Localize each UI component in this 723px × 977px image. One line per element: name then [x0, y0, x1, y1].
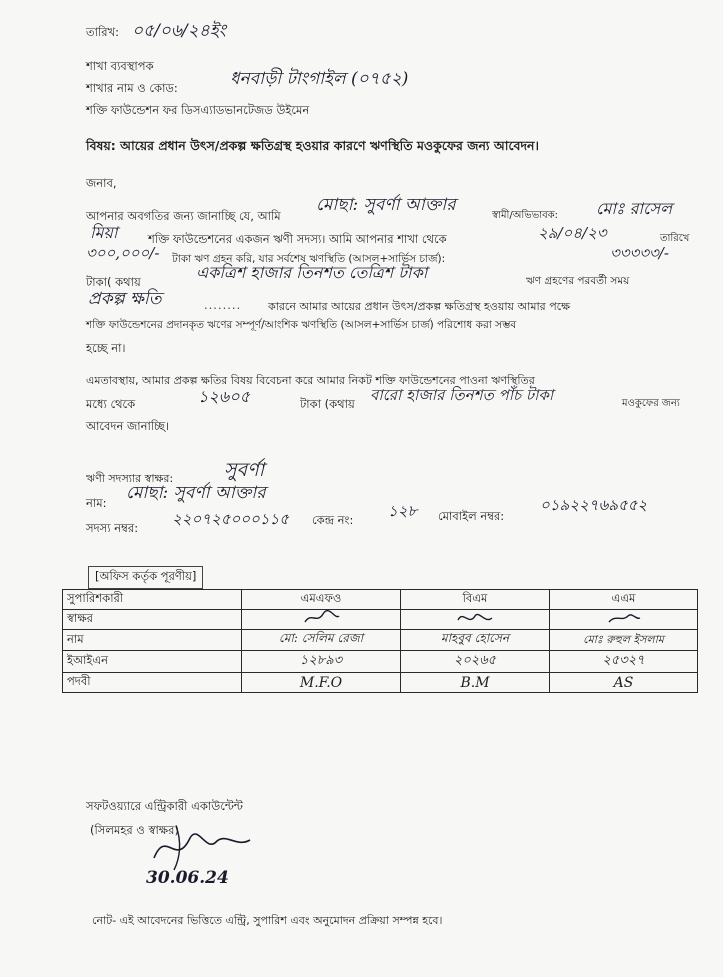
am-signature-cell — [550, 610, 698, 630]
member-name-handwritten: মোছা: সুবর্ণা আক্তার — [316, 195, 456, 215]
body-p1-f: টাকা( কথায় — [86, 275, 141, 289]
center-value: ১২৮ — [388, 502, 418, 520]
date-value: ০৫/০৬/২৪ইং — [132, 21, 226, 41]
member-name-value: মোছা: সুবর্ণা আক্তার — [126, 483, 266, 503]
column-header: বিএম — [401, 590, 550, 610]
loan-amount: ৩০০,০০০/- — [86, 244, 160, 262]
table-cell: ২৫৩২৭ — [550, 651, 698, 673]
body-p1-c: শক্তি ফাউন্ডেশনের একজন ঋণী সদস্য। আমি আপনার শাখা থেকে — [148, 232, 447, 246]
body-p1-i: শক্তি ফাউন্ডেশনের প্রদানকৃত ঋণের সম্পূর্ণ/আংশিক ঋণস্থিতি (আসল+সার্ভিস চার্জ) পরিশোধ করা সম্ভব — [86, 319, 517, 331]
member-name-label: নাম: — [86, 496, 107, 510]
waive-amount: ১২৬০৫ — [198, 387, 250, 406]
branch-value: ধনবাড়ী টাংগাইল (০৭৫২) — [230, 69, 409, 89]
date-label: তারিখ: — [86, 25, 120, 39]
table-cell: মোঃ রুহুল ইসলাম — [550, 630, 698, 651]
waive-words: বারো হাজার তিনশত পাঁচ টাকা — [370, 386, 554, 404]
branch-label: শাখার নাম ও কোড: — [86, 81, 178, 95]
body-p2-a: এমতাবস্থায়, আমার প্রকল্প ক্ষতির বিষয় বিবেচনা করে আমার নিকট শক্তি ফাউন্ডেশনের পাওনা ঋণস্থিতির — [86, 374, 535, 387]
column-header: এমএফও — [242, 590, 401, 610]
office-table-header-row — [63, 590, 698, 610]
table-cell: ২০২৬৫ — [401, 651, 550, 673]
loss-reason: প্রকল্প ক্ষতি — [88, 289, 162, 309]
subject-line: বিষয়: আয়ের প্রধান উৎস/প্রকল্প ক্ষতিগ্রস্থ হওয়ার কারণে ঋণস্থিতি মওকুফের জন্য আবেদন। — [86, 138, 539, 153]
row-label: নাম — [63, 630, 242, 651]
salutation: জনাব, — [86, 176, 117, 190]
body-p1-j: হচ্ছে না। — [86, 341, 126, 355]
body-p2-e: আবেদন জানাচ্ছি। — [86, 419, 170, 433]
mobile-label: মোবাইল নম্বর: — [438, 509, 505, 523]
body-p1-d: তারিখে — [660, 233, 690, 244]
member-sig-label: ঋণী সদস্যার স্বাক্ষর: — [86, 472, 174, 485]
body-p1-b: স্বামী/অভিভাবক: — [492, 210, 559, 221]
member-signature: সুবর্ণা — [224, 459, 265, 481]
accountant-date: 30.06.24 — [146, 868, 229, 888]
footer-note: নোট- এই আবেদনের ভিত্তিতে এন্ট্রি, সুপারিশ এবং অনুমোদন প্রক্রিয়া সম্পন্ন হবে। — [92, 914, 443, 927]
body-p1-h: কারনে আমার আয়ের প্রধান উৎস/প্রকল্প ক্ষতিগ্রস্থ হওয়ায় আমার পক্ষে — [268, 300, 571, 313]
table-cell: AS — [550, 673, 698, 693]
office-section-header: [অফিস কর্তৃক পূরণীয়] — [88, 566, 203, 589]
body-p1-g: ঋণ গ্রহণের পরবর্তী সময় — [526, 275, 630, 287]
body-p2-d: মওকুফের জন্য — [622, 398, 680, 409]
table-row — [63, 651, 698, 673]
row-label: পদবী — [63, 673, 242, 693]
org-name: শক্তি ফাউন্ডেশন ফর ডিসএ্যাডভানটেজড উইমেন — [86, 103, 310, 117]
am-signature-icon — [604, 610, 644, 626]
table-cell: মাহবুব হোসেন — [401, 630, 550, 651]
table-cell: মো: সেলিম রেজা — [242, 630, 401, 651]
column-header: সুপারিশকারী — [63, 590, 242, 610]
body-p2-b: মধ্যে থেকে — [86, 397, 136, 411]
table-row — [63, 673, 698, 693]
row-label: স্বাক্ষর — [63, 610, 242, 630]
row-label: ইআইএন — [63, 651, 242, 673]
guardian-name: মোঃ রাসেল — [596, 199, 672, 218]
bm-signature-cell — [401, 610, 550, 630]
outstanding-words: একত্রিশ হাজার তিনশত তেত্রিশ টাকা — [196, 263, 428, 282]
member-id-label: সদস্য নম্বর: — [86, 521, 139, 535]
table-cell: B.M — [401, 673, 550, 693]
column-header: এএম — [550, 590, 698, 610]
body-p1-a: আপনার অবগতির জন্য জানাচ্ছি যে, আমি — [86, 209, 281, 223]
body-p1-e: টাকা ঋণ গ্রহন করি, যার সর্বশেষ ঋণস্থিতি (আসল+সার্ভিস চার্জ): — [172, 253, 446, 265]
seal-label: (সিলমহর ও স্বাক্ষর) — [90, 823, 179, 837]
table-row — [63, 610, 698, 630]
manager-label: শাখা ব্যবস্থাপক — [86, 59, 154, 73]
table-row — [63, 630, 698, 651]
mobile-value: ০১৯২২৭৬৯৫৫২ — [540, 496, 648, 514]
guardian-name-cont: মিয়া — [90, 223, 118, 242]
table-cell: M.F.O — [242, 673, 401, 693]
mfo-signature-cell — [242, 610, 401, 630]
reason-dots: ........ — [204, 298, 242, 312]
table-cell: ১২৮৯৩ — [242, 651, 401, 673]
office-table — [62, 589, 698, 693]
center-label: কেন্দ্র নং: — [312, 513, 354, 527]
body-p2-c: টাকা (কথায় — [300, 397, 355, 411]
accountant-label: সফটওয়্যারে এন্ট্রিকারী একাউন্টেন্ট — [86, 799, 243, 813]
bm-signature-icon — [455, 610, 495, 626]
outstanding-amount: ৩৩৩৩৩/- — [610, 244, 669, 262]
loan-date: ২৯/০৪/২৩ — [538, 224, 607, 242]
member-id-value: ২২০৭২৫০০০১১৫ — [172, 510, 289, 528]
mfo-signature-icon — [301, 610, 341, 626]
